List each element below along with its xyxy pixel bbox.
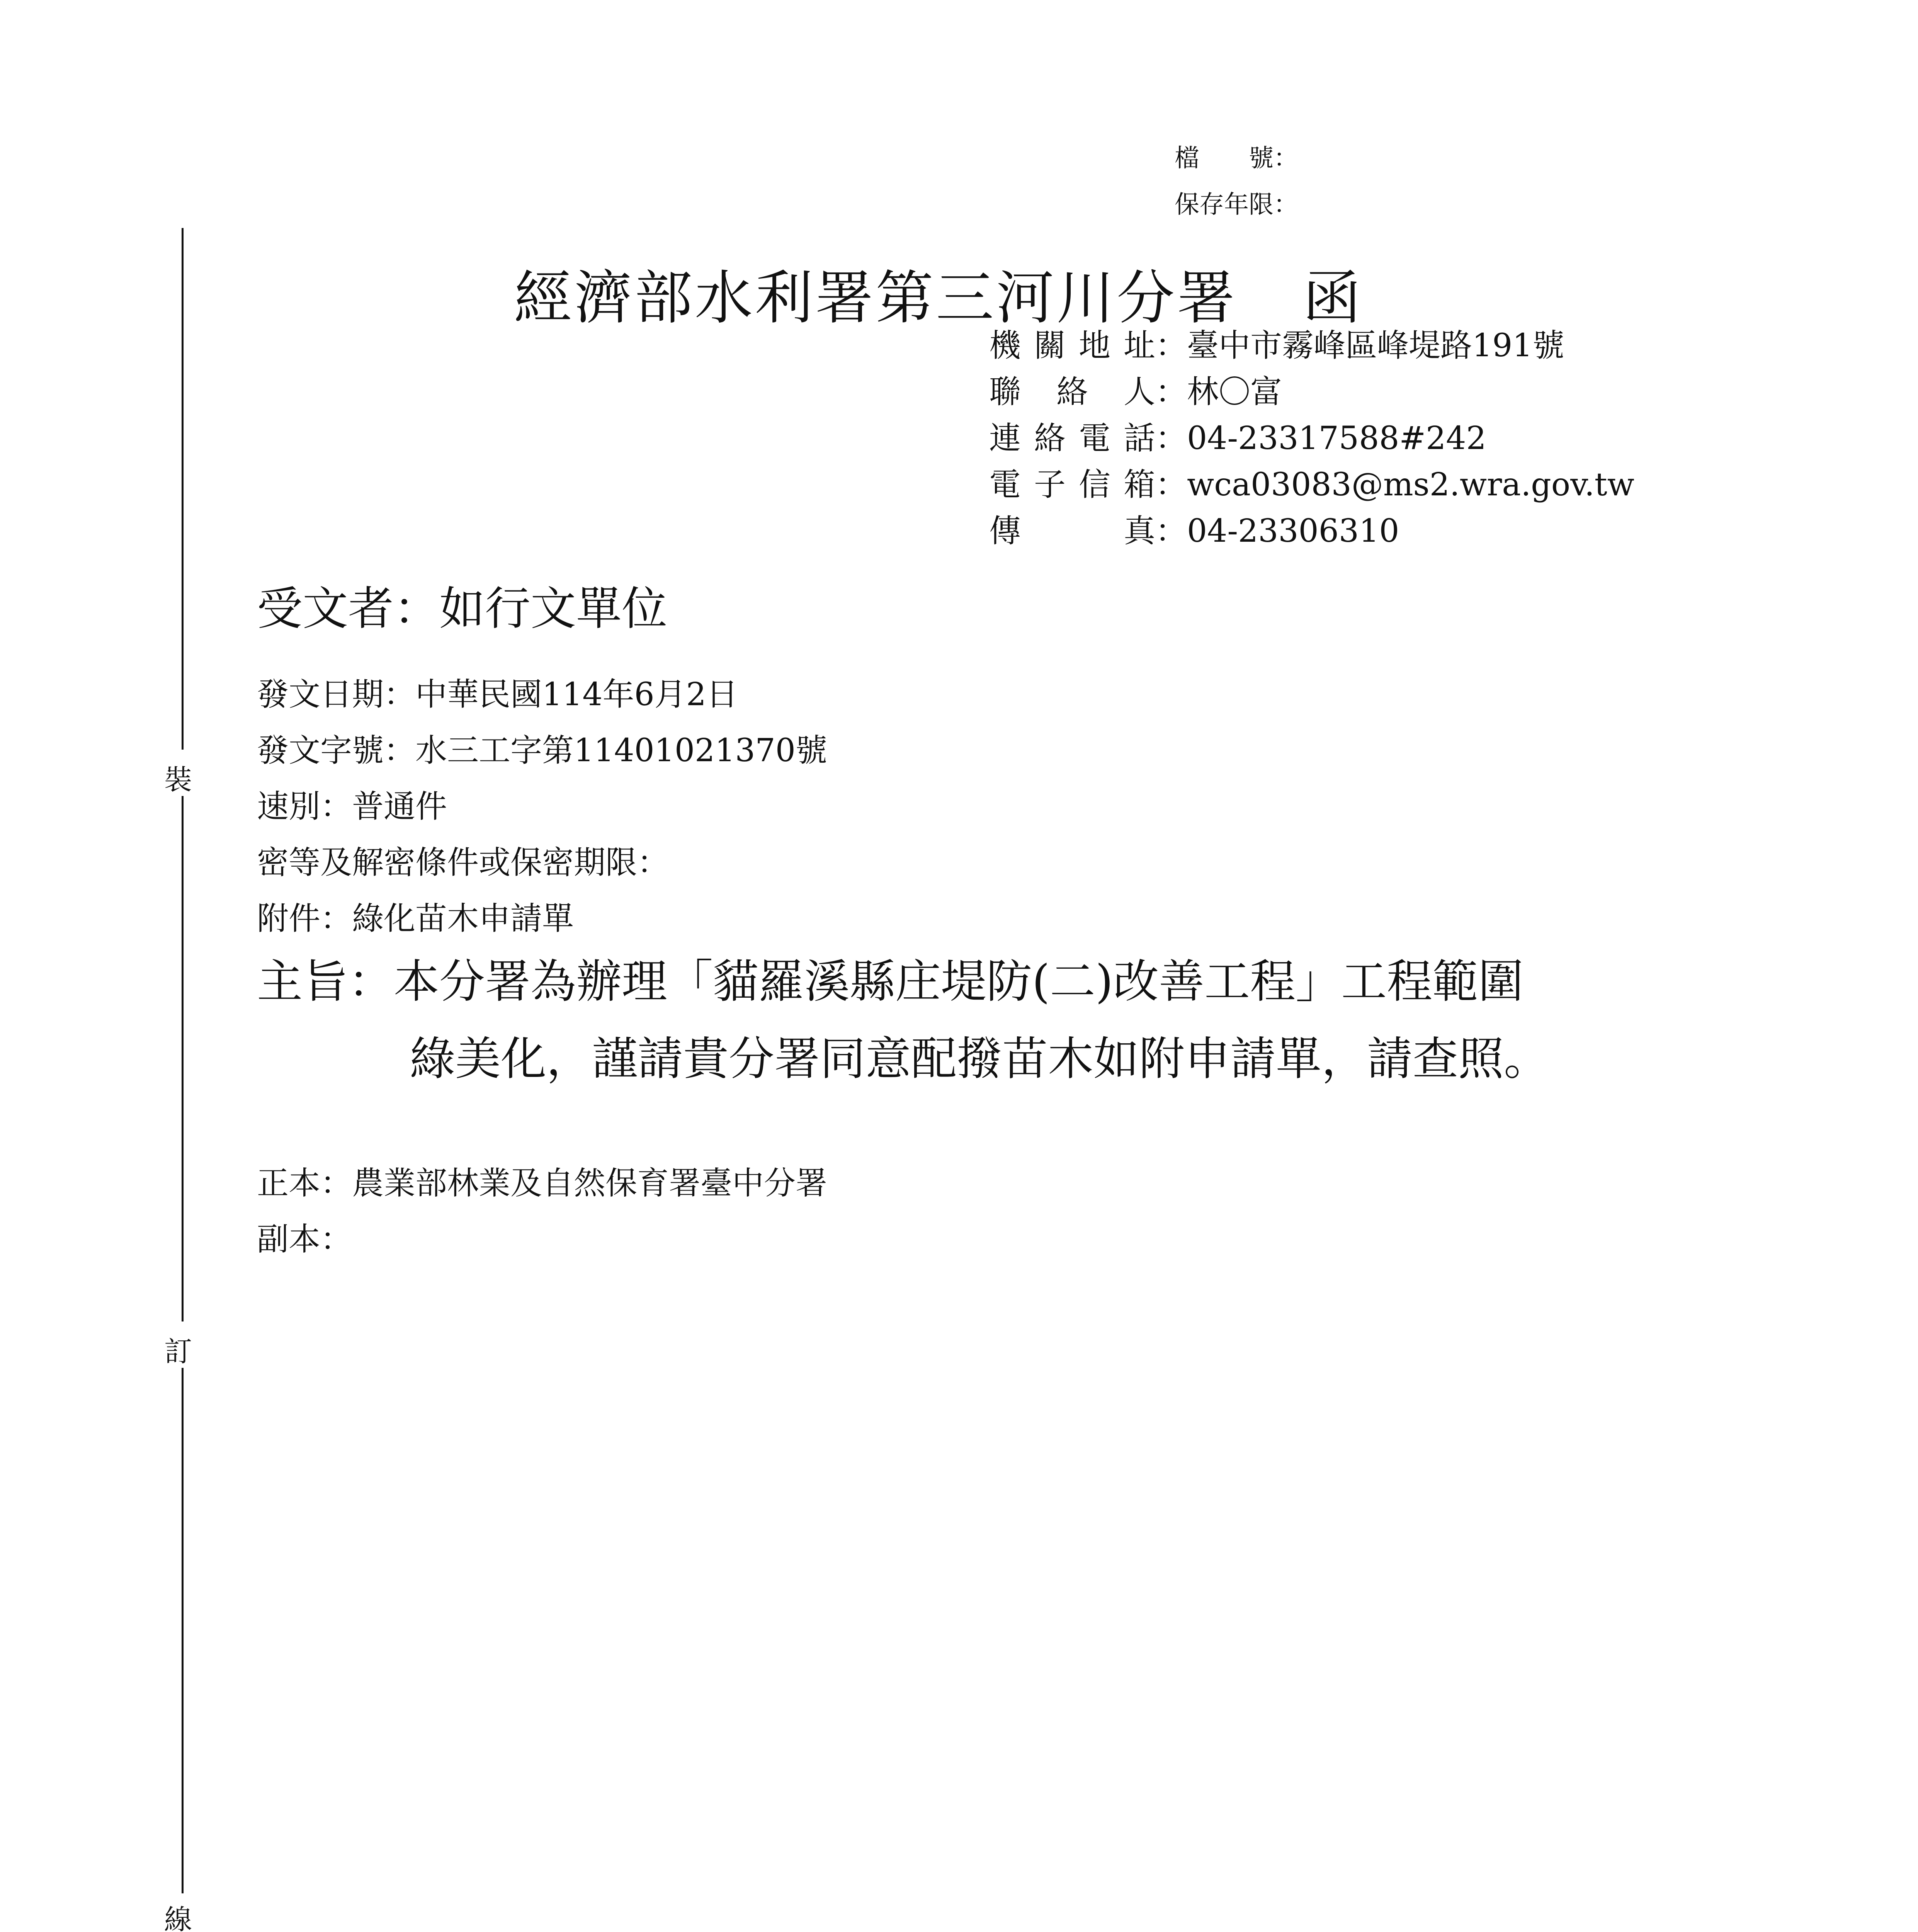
attachment: 附件：綠化苗木申請單 (257, 900, 574, 937)
binding-char-xian: 線 (164, 1903, 192, 1932)
distribution (257, 1155, 827, 1267)
document-meta (257, 667, 827, 947)
document-number: 發文字號：水三工字第11401021370號 (257, 732, 827, 769)
secrecy-level: 密等及解密條件或保密期限： (257, 844, 669, 881)
recipient: 受文者：如行文單位 (257, 582, 668, 635)
contact-block (989, 323, 1634, 554)
original-recipient: 正本：農業部林業及自然保育署臺中分署 (257, 1165, 828, 1202)
subject-line-2: 綠美化，謹請貴分署同意配撥苗木如附申請單，請查照。 (410, 1032, 1550, 1085)
email-label: 電子信箱 (989, 466, 1155, 503)
address-value: ：臺中市霧峰區峰堤路191號 (1155, 327, 1564, 364)
email-value: ：wca03083@ms2.wra.gov.tw (1155, 466, 1634, 503)
file-number-row (1175, 135, 1298, 182)
fax-label: 傳 真 (989, 513, 1155, 549)
phone-row (989, 415, 1634, 462)
document-title (514, 251, 1363, 335)
fax-value: ：04-23306310 (1155, 513, 1399, 549)
contact-person-row (989, 369, 1634, 415)
phone-label: 連絡電話 (989, 420, 1155, 457)
file-number-label: 檔 號： (1175, 144, 1298, 173)
subject (257, 943, 1549, 1097)
fax-row (989, 508, 1634, 554)
subject-line-1: 主旨：本分署為辦理「貓羅溪縣庄堤防(二)改善工程」工程範圍 (257, 955, 1524, 1008)
contact-person-value: ：林〇富 (1155, 374, 1282, 410)
contact-person-label: 聯 絡 人 (989, 374, 1155, 410)
binding-line-segment-2 (182, 796, 184, 1321)
issue-date: 發文日期：中華民國114年6月2日 (257, 676, 738, 713)
phone-value: ：04-23317588#242 (1155, 420, 1486, 457)
binding-char-zhuang: 裝 (164, 764, 192, 796)
address-row (989, 323, 1634, 369)
document-type: 函 (1303, 265, 1364, 332)
retention-label: 保存年限： (1175, 190, 1298, 219)
binding-line-segment-3 (182, 1368, 184, 1893)
address-label: 機關地址 (989, 327, 1155, 364)
binding-char-ding: 訂 (164, 1335, 192, 1368)
issuing-agency: 經濟部水利署第三河川分署 (514, 265, 1238, 332)
retention-row (1175, 182, 1298, 228)
delivery-speed: 速別：普通件 (257, 788, 447, 825)
email-row (989, 462, 1634, 508)
binding-line-segment-1 (182, 228, 184, 750)
file-info-block (1175, 135, 1298, 228)
copy-recipient: 副本： (257, 1221, 352, 1258)
